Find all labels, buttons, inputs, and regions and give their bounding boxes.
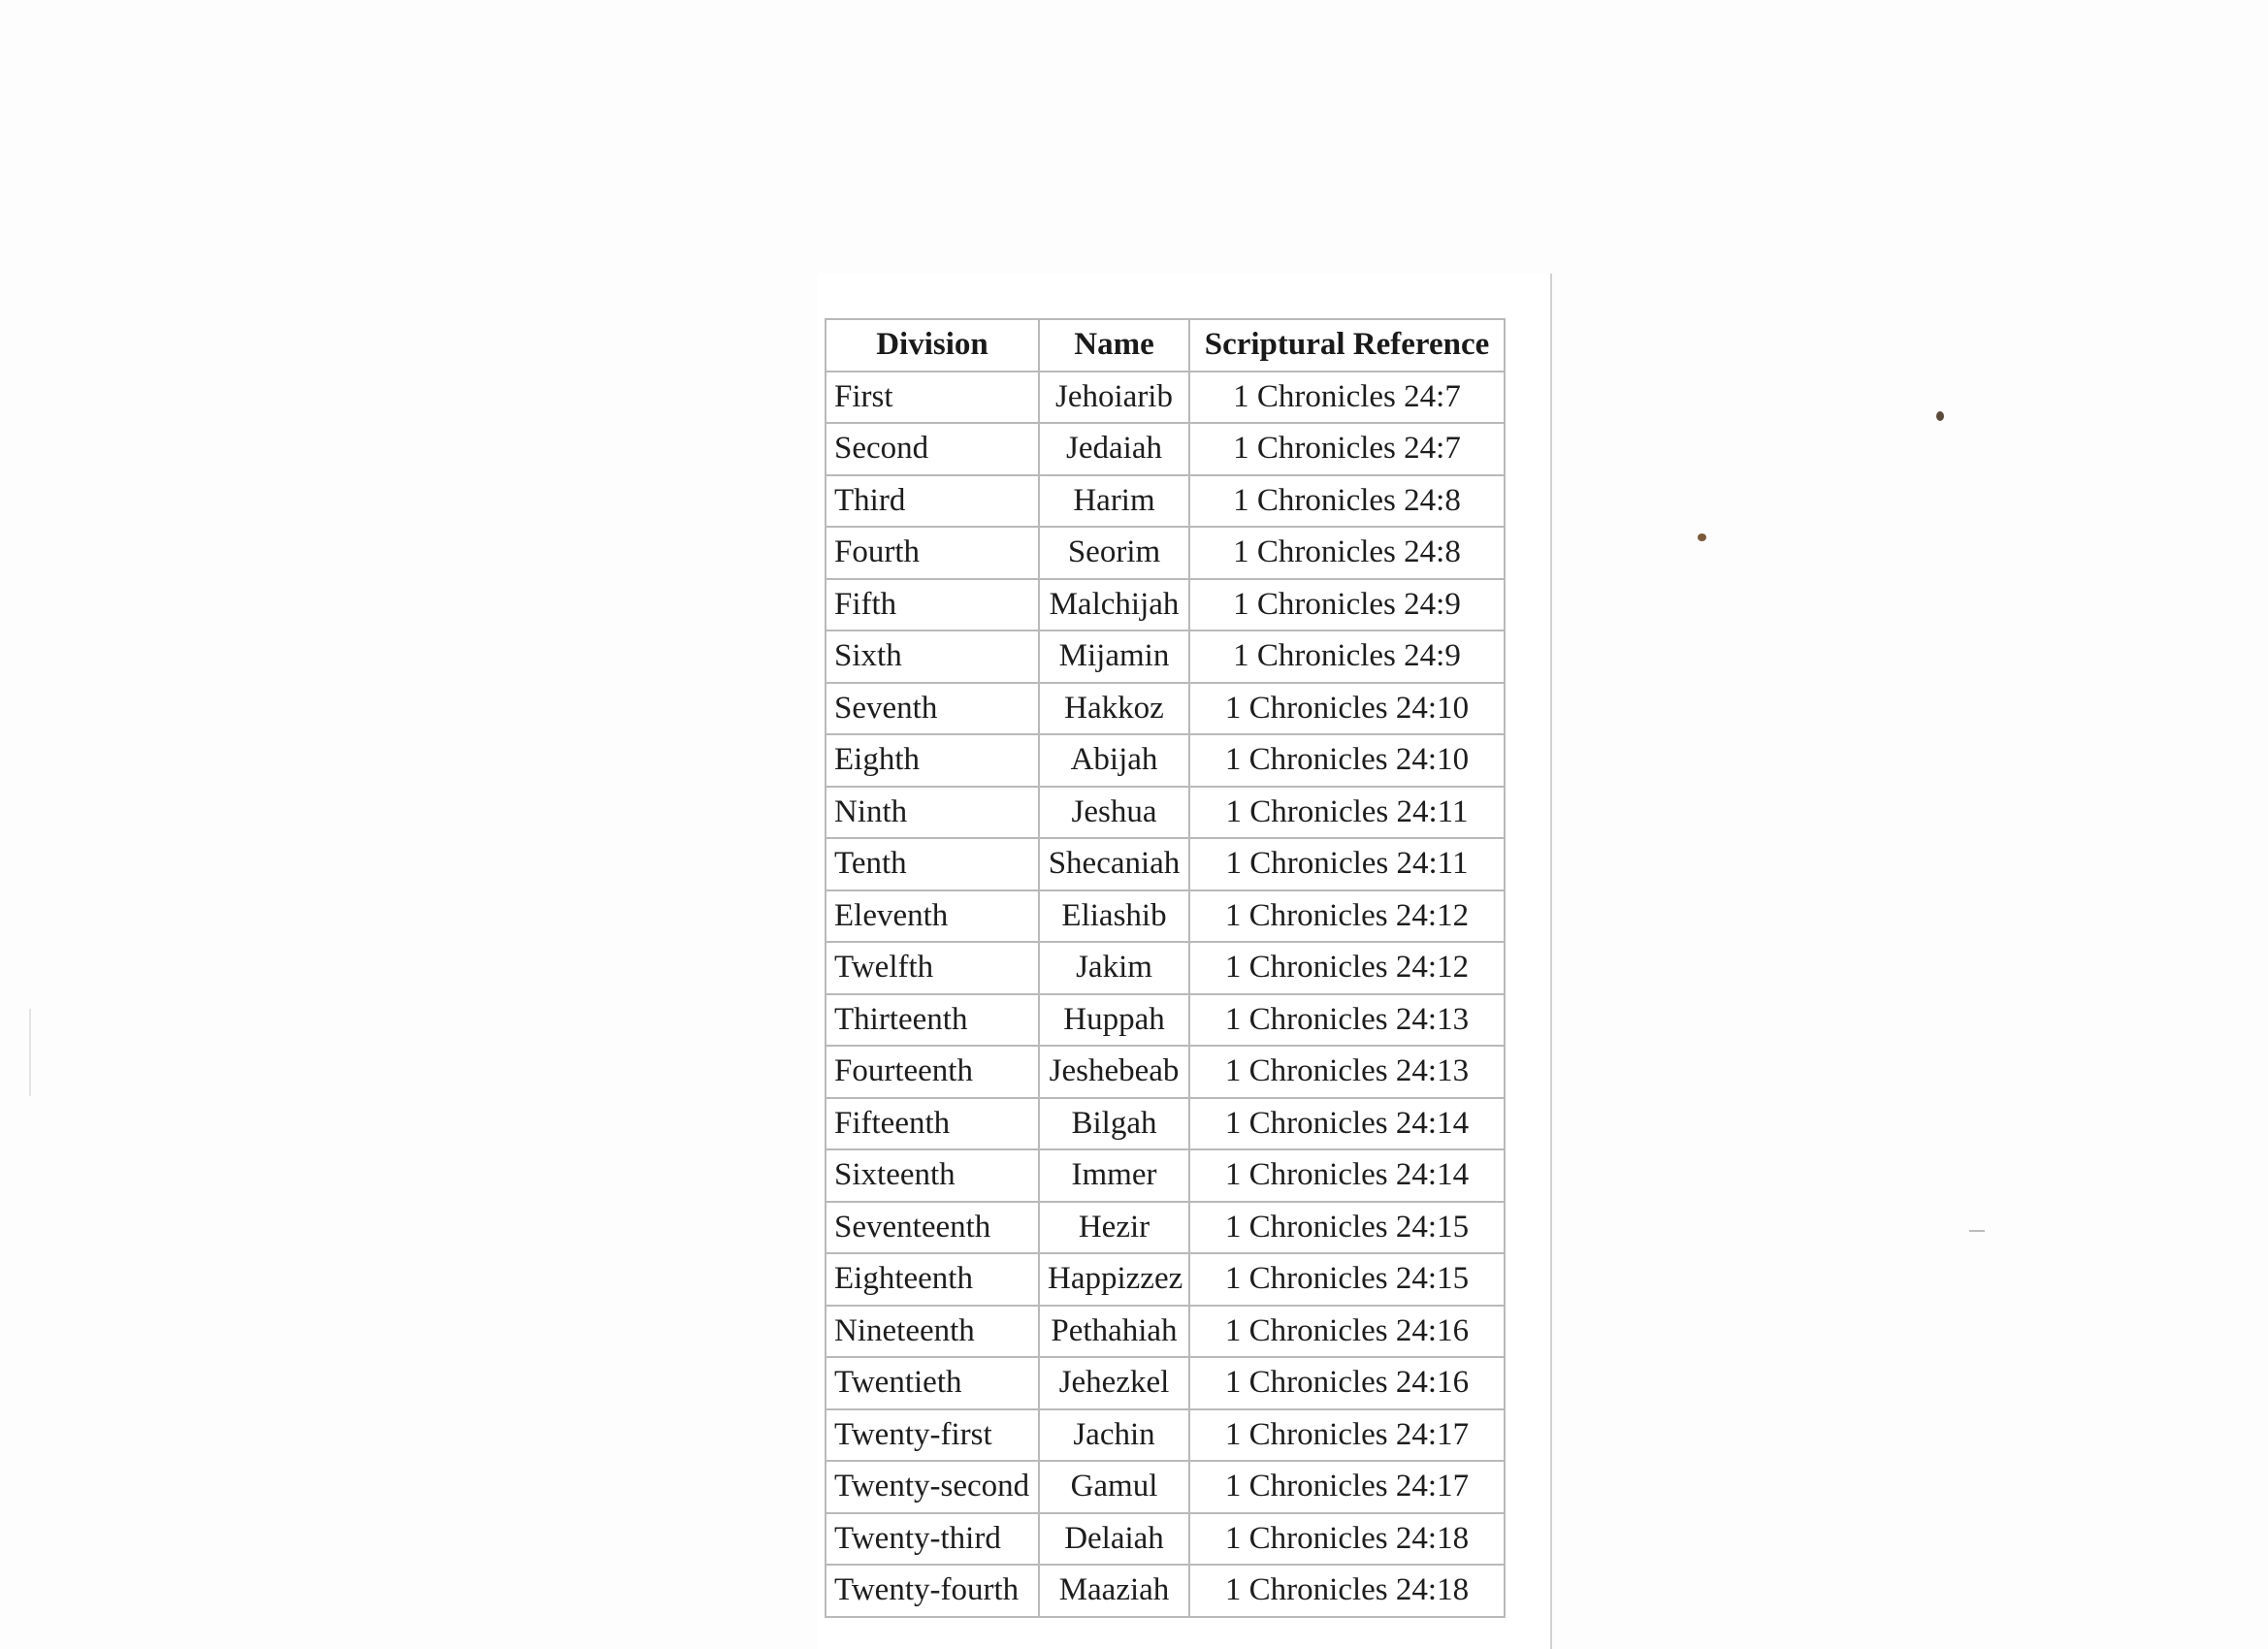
name-cell: Seorim: [1039, 527, 1189, 579]
name-cell: Jedaiah: [1039, 423, 1189, 475]
reference-cell: 1 Chronicles 24:8: [1189, 475, 1505, 528]
priestly-divisions-table: [825, 318, 1504, 1618]
divisions-table: [825, 318, 1506, 1618]
division-cell: Sixteenth: [826, 1149, 1039, 1202]
reference-cell: 1 Chronicles 24:10: [1189, 683, 1505, 735]
reference-cell: 1 Chronicles 24:14: [1189, 1098, 1505, 1150]
division-cell: Twenty-second: [826, 1461, 1039, 1513]
division-cell: Twenty-third: [826, 1513, 1039, 1566]
table-row: [826, 838, 1505, 890]
name-cell: Hakkoz: [1039, 683, 1189, 735]
division-cell: Eighteenth: [826, 1253, 1039, 1306]
table-row: [826, 734, 1505, 787]
name-cell: Pethahiah: [1039, 1306, 1189, 1358]
table-row: [826, 630, 1505, 683]
division-cell: Tenth: [826, 838, 1039, 890]
table-row: [826, 994, 1505, 1047]
ink-speck: [1698, 534, 1706, 541]
header-scriptural-reference: Scriptural Reference: [1189, 319, 1505, 372]
table-row: [826, 1306, 1505, 1358]
reference-cell: 1 Chronicles 24:7: [1189, 423, 1505, 475]
division-cell: Nineteenth: [826, 1306, 1039, 1358]
name-cell: Bilgah: [1039, 1098, 1189, 1150]
division-cell: Twentieth: [826, 1357, 1039, 1409]
division-cell: Fourteenth: [826, 1046, 1039, 1098]
table-row: [826, 1098, 1505, 1150]
table-row: [826, 1357, 1505, 1409]
table-row: [826, 372, 1505, 424]
reference-cell: 1 Chronicles 24:9: [1189, 630, 1505, 683]
division-cell: Seventeenth: [826, 1202, 1039, 1254]
header-name: Name: [1039, 319, 1189, 372]
reference-cell: 1 Chronicles 24:12: [1189, 890, 1505, 943]
reference-cell: 1 Chronicles 24:15: [1189, 1253, 1505, 1306]
name-cell: Shecaniah: [1039, 838, 1189, 890]
table-row: [826, 787, 1505, 839]
name-cell: Jehoiarib: [1039, 372, 1189, 424]
division-cell: Eleventh: [826, 890, 1039, 943]
name-cell: Abijah: [1039, 734, 1189, 787]
division-cell: Ninth: [826, 787, 1039, 839]
division-cell: Sixth: [826, 630, 1039, 683]
division-cell: Twelfth: [826, 942, 1039, 994]
reference-cell: 1 Chronicles 24:13: [1189, 1046, 1505, 1098]
division-cell: Twenty-first: [826, 1409, 1039, 1462]
division-cell: Second: [826, 423, 1039, 475]
division-cell: Fifth: [826, 579, 1039, 631]
division-cell: Twenty-fourth: [826, 1565, 1039, 1617]
table-row: [826, 1046, 1505, 1098]
name-cell: Immer: [1039, 1149, 1189, 1202]
name-cell: Jehezkel: [1039, 1357, 1189, 1409]
name-cell: Jeshua: [1039, 787, 1189, 839]
name-cell: Jachin: [1039, 1409, 1189, 1462]
header-division: Division: [826, 319, 1039, 372]
name-cell: Happizzez: [1039, 1253, 1189, 1306]
name-cell: Jeshebeab: [1039, 1046, 1189, 1098]
reference-cell: 1 Chronicles 24:10: [1189, 734, 1505, 787]
name-cell: Mijamin: [1039, 630, 1189, 683]
scan-mark: [29, 1009, 31, 1096]
name-cell: Maaziah: [1039, 1565, 1189, 1617]
reference-cell: 1 Chronicles 24:16: [1189, 1306, 1505, 1358]
reference-cell: 1 Chronicles 24:15: [1189, 1202, 1505, 1254]
division-cell: Third: [826, 475, 1039, 528]
reference-cell: 1 Chronicles 24:9: [1189, 579, 1505, 631]
division-cell: First: [826, 372, 1039, 424]
table-row: [826, 1565, 1505, 1617]
table-row: [826, 683, 1505, 735]
table-row: [826, 527, 1505, 579]
reference-cell: 1 Chronicles 24:16: [1189, 1357, 1505, 1409]
table-row: [826, 1461, 1505, 1513]
reference-cell: 1 Chronicles 24:7: [1189, 372, 1505, 424]
ink-speck: [1936, 411, 1944, 421]
name-cell: Eliashib: [1039, 890, 1189, 943]
table-row: [826, 1253, 1505, 1306]
table-row: [826, 1513, 1505, 1566]
table-row: [826, 1202, 1505, 1254]
table-row: [826, 1409, 1505, 1462]
reference-cell: 1 Chronicles 24:13: [1189, 994, 1505, 1047]
table-header-row: [826, 319, 1505, 372]
name-cell: Hezir: [1039, 1202, 1189, 1254]
table-row: [826, 579, 1505, 631]
reference-cell: 1 Chronicles 24:14: [1189, 1149, 1505, 1202]
reference-cell: 1 Chronicles 24:8: [1189, 527, 1505, 579]
division-cell: Fourth: [826, 527, 1039, 579]
reference-cell: 1 Chronicles 24:18: [1189, 1565, 1505, 1617]
name-cell: Huppah: [1039, 994, 1189, 1047]
table-body: [826, 372, 1505, 1617]
table-row: [826, 1149, 1505, 1202]
name-cell: Jakim: [1039, 942, 1189, 994]
reference-cell: 1 Chronicles 24:17: [1189, 1409, 1505, 1462]
division-cell: Seventh: [826, 683, 1039, 735]
name-cell: Malchijah: [1039, 579, 1189, 631]
name-cell: Gamul: [1039, 1461, 1189, 1513]
table-row: [826, 423, 1505, 475]
division-cell: Fifteenth: [826, 1098, 1039, 1150]
reference-cell: 1 Chronicles 24:17: [1189, 1461, 1505, 1513]
table-row: [826, 890, 1505, 943]
division-cell: Eighth: [826, 734, 1039, 787]
scan-mark: [1969, 1230, 1985, 1232]
reference-cell: 1 Chronicles 24:11: [1189, 787, 1505, 839]
table-row: [826, 942, 1505, 994]
table-row: [826, 475, 1505, 528]
name-cell: Harim: [1039, 475, 1189, 528]
reference-cell: 1 Chronicles 24:18: [1189, 1513, 1505, 1566]
name-cell: Delaiah: [1039, 1513, 1189, 1566]
reference-cell: 1 Chronicles 24:11: [1189, 838, 1505, 890]
division-cell: Thirteenth: [826, 994, 1039, 1047]
reference-cell: 1 Chronicles 24:12: [1189, 942, 1505, 994]
